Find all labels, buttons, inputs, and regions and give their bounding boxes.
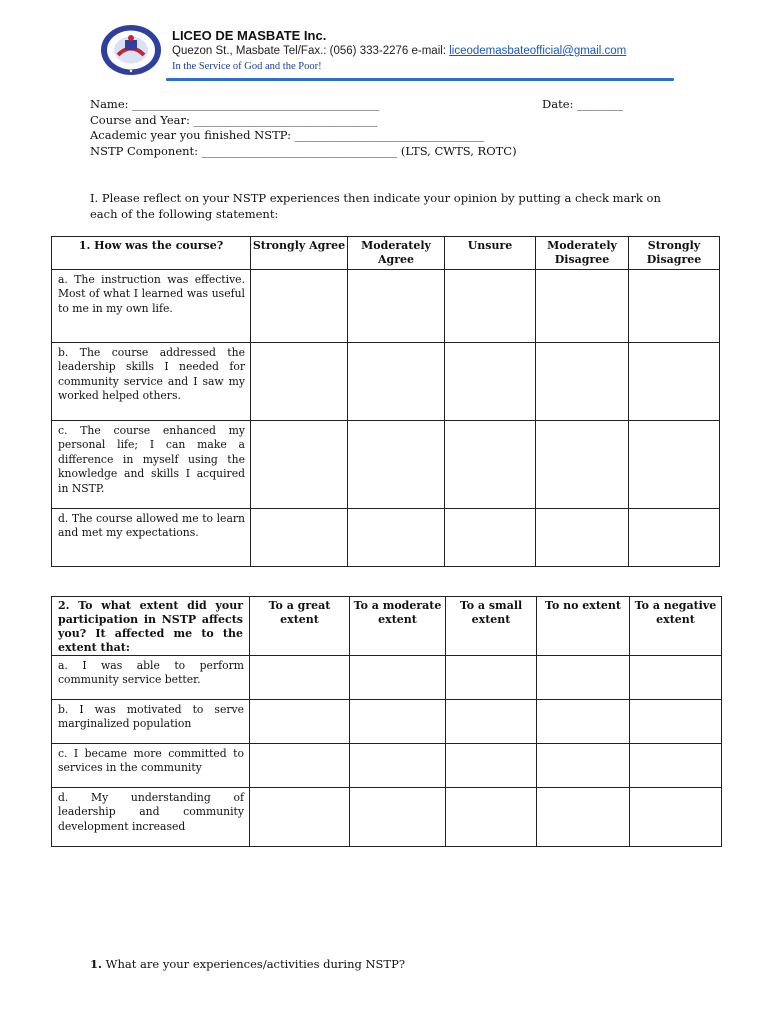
table-row (52, 343, 720, 421)
statement-text: d. The course allowed me to learn and met my expectations. (52, 509, 251, 567)
checkbox-cell[interactable] (536, 343, 629, 421)
extent-evaluation-table (51, 596, 722, 847)
course-evaluation-table (51, 236, 720, 567)
table-row (52, 509, 720, 567)
column-header: Moderately Agree (348, 237, 445, 270)
checkbox-cell[interactable] (350, 788, 446, 847)
checkbox-cell[interactable] (348, 509, 445, 567)
statement-text: a. I was able to perform community service better. (52, 656, 250, 700)
statement-text: c. I became more committed to services in the community (52, 744, 250, 788)
checkbox-cell[interactable] (250, 788, 350, 847)
checkbox-cell[interactable] (445, 270, 536, 343)
checkbox-cell[interactable] (446, 656, 537, 700)
checkbox-cell[interactable] (350, 656, 446, 700)
checkbox-cell[interactable] (630, 656, 722, 700)
checkbox-cell[interactable] (348, 421, 445, 509)
checkbox-cell[interactable] (250, 744, 350, 788)
academic-year-field[interactable]: Academic year you finished NSTP: _________________________________ (90, 128, 485, 142)
checkbox-cell[interactable] (629, 343, 720, 421)
column-header: Moderately Disagree (536, 237, 629, 270)
contact-line (172, 45, 626, 57)
checkbox-cell[interactable] (536, 509, 629, 567)
checkbox-cell[interactable] (537, 656, 630, 700)
column-header: To a moderate extent (350, 597, 446, 656)
course-year-field[interactable]: Course and Year: ________________________________ (90, 112, 378, 127)
checkbox-cell[interactable] (445, 343, 536, 421)
checkbox-cell[interactable] (446, 700, 537, 744)
table-row (52, 270, 720, 343)
column-header: To a great extent (250, 597, 350, 656)
checkbox-cell[interactable] (630, 744, 722, 788)
column-header: To no extent (537, 597, 630, 656)
table1-question: 1. How was the course? (52, 237, 251, 270)
letterhead (96, 20, 680, 84)
table-row (52, 788, 722, 847)
checkbox-cell[interactable] (350, 744, 446, 788)
column-header: To a small extent (446, 597, 537, 656)
question-text: What are your experiences/activities during NSTP? (102, 957, 406, 971)
column-header: To a negative extent (630, 597, 722, 656)
checkbox-cell[interactable] (446, 744, 537, 788)
checkbox-cell[interactable] (445, 509, 536, 567)
table2-question: 2. To what extent did your participation in NSTP affects you? It affected me to the extent that: (52, 597, 250, 656)
date-field[interactable]: Date: ________ (542, 97, 624, 111)
checkbox-cell[interactable] (250, 656, 350, 700)
column-header: Strongly Agree (251, 237, 348, 270)
statement-text: b. I was motivated to serve marginalized population (52, 700, 250, 744)
question-number: 1. (90, 957, 103, 971)
checkbox-cell[interactable] (629, 509, 720, 567)
checkbox-cell[interactable] (630, 700, 722, 744)
checkbox-cell[interactable] (629, 421, 720, 509)
checkbox-cell[interactable] (251, 270, 348, 343)
checkbox-cell[interactable] (251, 509, 348, 567)
checkbox-cell[interactable] (251, 343, 348, 421)
statement-text: d. My understanding of leadership and community development increased (52, 788, 250, 847)
table-row (52, 421, 720, 509)
checkbox-cell[interactable] (348, 270, 445, 343)
checkbox-cell[interactable] (250, 700, 350, 744)
checkbox-cell[interactable] (536, 270, 629, 343)
checkbox-cell[interactable] (537, 744, 630, 788)
statement-text: b. The course addressed the leadership skills I needed for community service and I saw my worked helped others. (52, 343, 251, 421)
checkbox-cell[interactable] (446, 788, 537, 847)
school-name: LICEO DE MASBATE Inc. (172, 28, 327, 43)
checkbox-cell[interactable] (629, 270, 720, 343)
email-link[interactable]: liceodemasbateofficial@gmail.com (449, 45, 627, 57)
checkbox-cell[interactable] (630, 788, 722, 847)
school-motto: In the Service of God and the Poor! (172, 61, 322, 72)
checkbox-cell[interactable] (251, 421, 348, 509)
checkbox-cell[interactable] (537, 788, 630, 847)
open-question (90, 957, 405, 971)
header-divider (166, 78, 674, 81)
instruction-text: I. Please reflect on your NSTP experiences then indicate your opinion by putting a check mark on each of the following statement: (90, 191, 661, 221)
table-row (52, 700, 722, 744)
checkbox-cell[interactable] (536, 421, 629, 509)
table-row (52, 744, 722, 788)
student-info-fields (90, 97, 517, 159)
table-row (52, 656, 722, 700)
checkbox-cell[interactable] (350, 700, 446, 744)
name-field[interactable]: Name: ___________________________________________ (90, 97, 380, 111)
checkbox-cell[interactable] (348, 343, 445, 421)
column-header: Unsure (445, 237, 536, 270)
contact-info: Quezon St., Masbate Tel/Fax.: (056) 333-2276 e-mail: (172, 45, 450, 57)
statement-text: a. The instruction was effective. Most of what I learned was useful to me in my own life. (52, 270, 251, 343)
column-header: Strongly Disagree (629, 237, 720, 270)
checkbox-cell[interactable] (445, 421, 536, 509)
nstp-component-field[interactable]: NSTP Component: __________________________________ (LTS, CWTS, ROTC) (90, 143, 517, 158)
checkbox-cell[interactable] (537, 700, 630, 744)
statement-text: c. The course enhanced my personal life; I can make a difference in myself using the knowledge and skills I acquired in NSTP. (52, 421, 251, 509)
school-seal-icon (100, 24, 162, 76)
